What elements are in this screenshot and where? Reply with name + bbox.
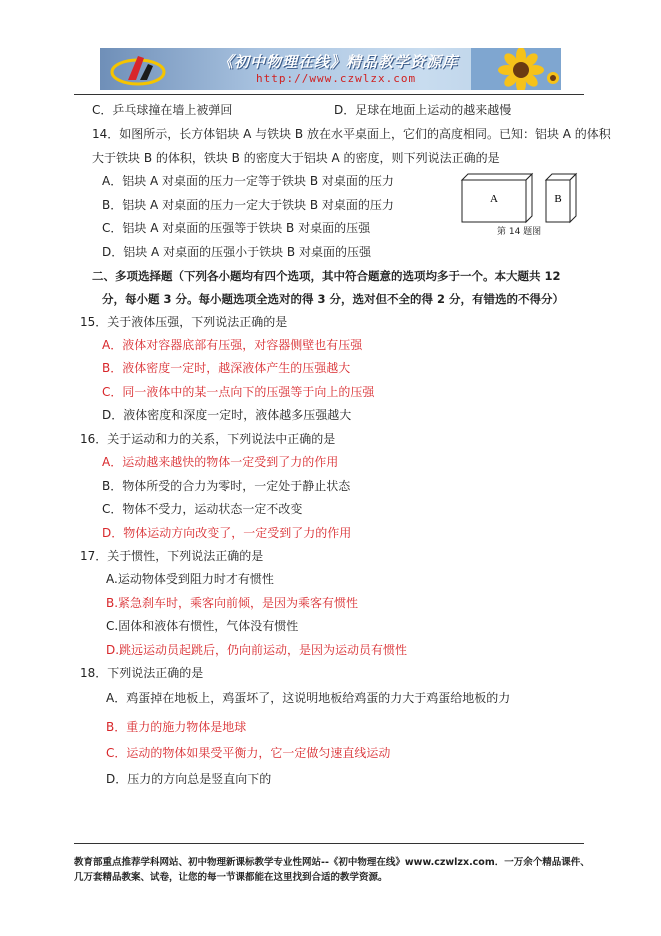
option-14c: C．铝块 A 对桌面的压强等于铁块 B 对桌面的压强	[102, 221, 371, 235]
figure-caption: 第 14 题图	[497, 227, 542, 237]
option-18b: B．重力的施力物体是地球	[106, 720, 247, 734]
block-b-label: B	[554, 193, 562, 205]
question-18-text: 18．下列说法正确的是	[80, 666, 204, 680]
question-16-text: 16．关于运动和力的关系，下列说法中正确的是	[80, 432, 336, 446]
footer-rule	[74, 843, 584, 844]
option-15c: C．同一液体中的某一点向下的压强等于向上的压强	[102, 385, 375, 399]
option-17b: B.紧急刹车时，乘客向前倾，是因为乘客有惯性	[106, 596, 359, 610]
site-logo-icon	[108, 50, 168, 88]
header-banner	[100, 48, 561, 90]
footer-line-2: 几万套精品教案、试卷，让您的每一节课都能在这里找到合适的教学资源。	[74, 872, 388, 883]
option-17a: A.运动物体受到阻力时才有惯性	[106, 572, 274, 586]
option-16a: A．运动越来越快的物体一定受到了力的作用	[102, 455, 339, 469]
option-15a: A．液体对容器底部有压强，对容器侧壁也有压强	[102, 338, 363, 352]
section-2-heading-cont: 分，每小题 3 分。每小题选项全选对的得 3 分，选对但不全的得 2 分，有错选的不得分）	[102, 292, 565, 306]
option-16d: D．物体运动方向改变了，一定受到了力的作用	[102, 526, 352, 540]
question-15-text: 15．关于液体压强，下列说法正确的是	[80, 315, 288, 329]
header-rule	[74, 94, 584, 95]
option-18c: C．运动的物体如果受平衡力，它一定做匀速直线运动	[106, 746, 391, 760]
banner-title: 《初中物理在线》精品教学资源库	[218, 53, 459, 71]
block-a-label: A	[490, 193, 498, 205]
option-18a: A．鸡蛋掉在地板上，鸡蛋坏了，这说明地板给鸡蛋的力大于鸡蛋给地板的力	[106, 691, 511, 705]
option-15b: B．液体密度一定时，越深液体产生的压强越大	[102, 361, 351, 375]
option-14b: B．铝块 A 对桌面的压力一定大于铁块 B 对桌面的压力	[102, 198, 394, 212]
sunflower-icon	[471, 48, 561, 90]
option-17d: D.跳远运动员起跳后，仍向前运动，是因为运动员有惯性	[106, 643, 408, 657]
option-15d: D．液体密度和深度一定时，液体越多压强越大	[102, 408, 352, 422]
option-17c: C.固体和液体有惯性，气体没有惯性	[106, 619, 299, 633]
option-14a: A．铝块 A 对桌面的压力一定等于铁块 B 对桌面的压力	[102, 174, 394, 188]
option-16c: C．物体不受力，运动状态一定不改变	[102, 502, 303, 516]
question-14-figure	[460, 172, 580, 224]
question-14-text-cont: 大于铁块 B 的体积，铁块 B 的密度大于铝块 A 的密度，则下列说法正确的是	[92, 151, 500, 165]
section-2-heading: 二、多项选择题（下列各小题均有四个选项，其中符合题意的选项均多于一个。本大题共 12	[92, 269, 561, 283]
option-16b: B．物体所受的合力为零时，一定处于静止状态	[102, 479, 351, 493]
option-18d: D．压力的方向总是竖直向下的	[106, 772, 272, 786]
option-13d: D．足球在地面上运动的越来越慢	[334, 103, 512, 117]
question-17-text: 17．关于惯性，下列说法正确的是	[80, 549, 264, 563]
footer-line-1: 教育部重点推荐学科网站、初中物理新课标教学专业性网站--《初中物理在线》www.czwlzx.com．一万余个精品课件、	[74, 857, 590, 868]
banner-url: http://www.czwlzx.com	[256, 72, 417, 85]
question-14-text: 14．如图所示，长方体铝块 A 与铁块 B 放在水平桌面上，它们的高度相同。已知：铝块 A 的体积	[92, 127, 611, 141]
option-14d: D．铝块 A 对桌面的压强小于铁块 B 对桌面的压强	[102, 245, 371, 259]
option-13c: C．乒乓球撞在墙上被弹回	[92, 103, 233, 117]
